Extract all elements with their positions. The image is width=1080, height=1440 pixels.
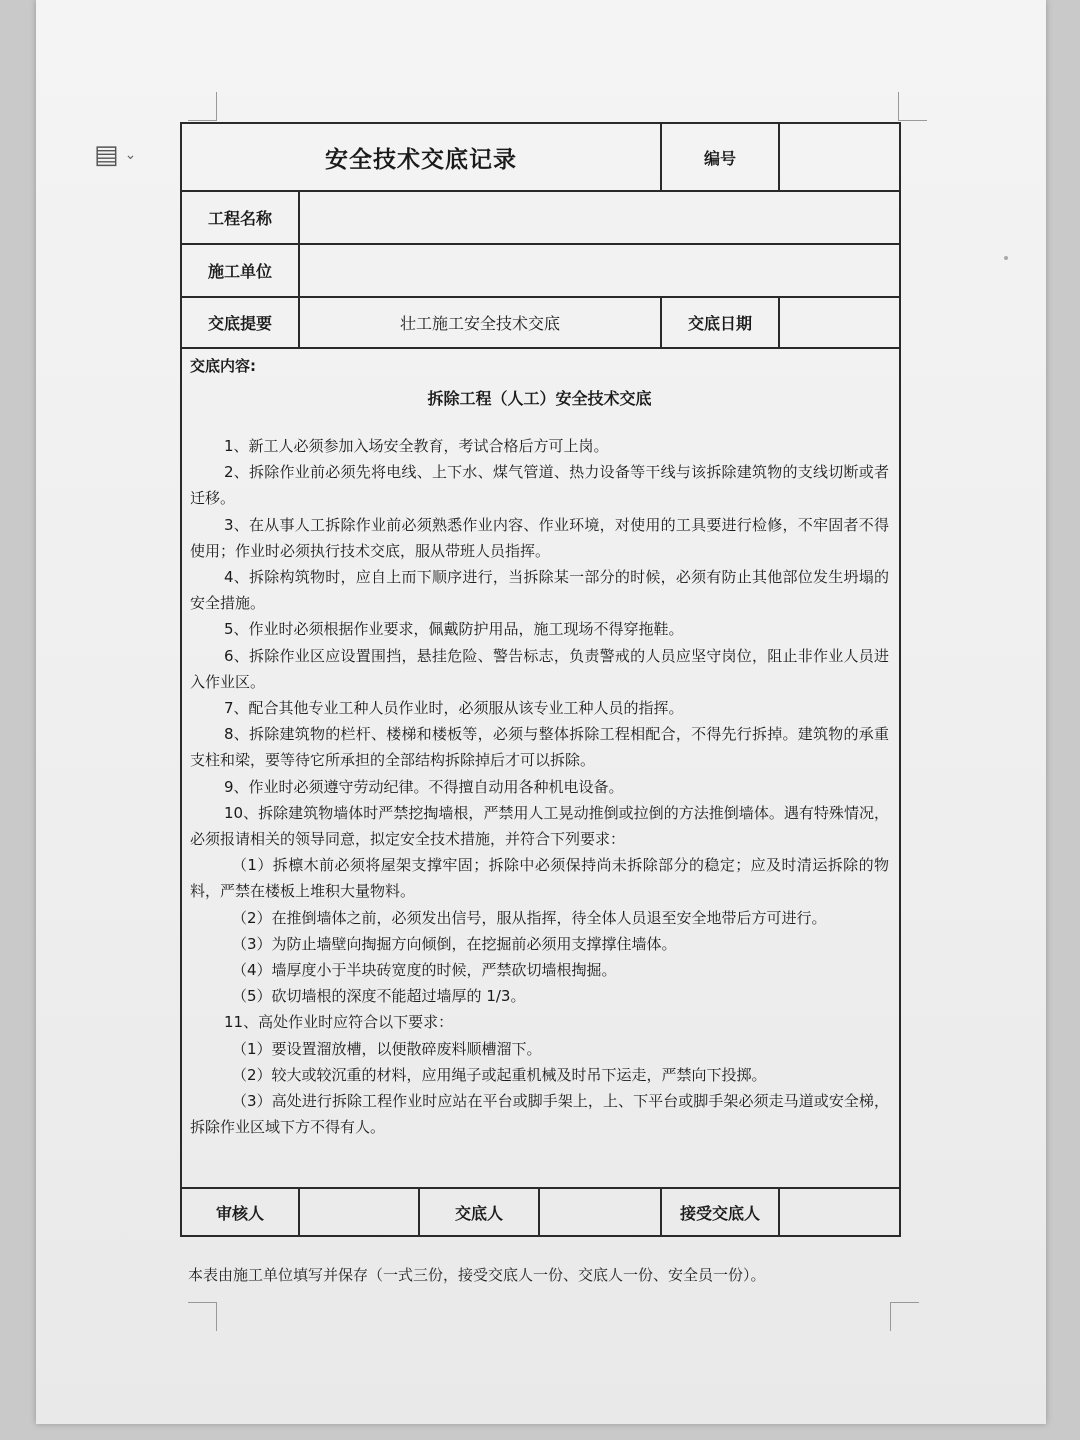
- content-paragraph: 4、拆除构筑物时，应自上而下顺序进行，当拆除某一部分的时候，必须有防止其他部位发生坍塌的安全措施。: [190, 568, 889, 613]
- discloser-label: 交底人: [419, 1188, 539, 1236]
- summary-field[interactable]: 壮工施工安全技术交底: [299, 297, 661, 348]
- content-paragraph: 5、作业时必须根据作业要求，佩戴防护用品，施工现场不得穿拖鞋。: [224, 620, 684, 639]
- number-field[interactable]: [779, 123, 900, 191]
- content-paragraph: 6、拆除作业区应设置围挡，悬挂危险、警告标志，负责警戒的人员应坚守岗位，阻止非作业人员进入作业区。: [190, 646, 889, 691]
- date-label: 交底日期: [661, 297, 779, 348]
- construction-unit-label: 施工单位: [181, 244, 299, 297]
- page-speck: [1004, 256, 1008, 260]
- content-paragraph: （2）较大或较沉重的材料，应用绳子或起重机械及时吊下运走，严禁向下投掷。: [232, 1065, 767, 1084]
- outline-icon: ▤: [94, 140, 119, 170]
- discloser-field[interactable]: [539, 1188, 661, 1236]
- chevron-down-icon: ⌄: [124, 147, 137, 163]
- crop-mark-top-left: [188, 92, 217, 121]
- document-page: [36, 0, 1046, 1424]
- content-paragraph: （5）砍切墙根的深度不能超过墙厚的 1/3。: [232, 987, 526, 1006]
- content-heading: 拆除工程（人工）安全技术交底: [427, 389, 652, 408]
- reviewer-label: 审核人: [181, 1188, 299, 1236]
- summary-label: 交底提要: [181, 297, 299, 348]
- content-paragraph: 10、拆除建筑物墙体时严禁挖掏墙根，严禁用人工晃动推倒或拉倒的方法推倒墙体。遇有特殊情况，必须报请相关的领导同意，拟定安全技术措施，并符合下列要求：: [190, 803, 889, 849]
- content-paragraph: （1）要设置溜放槽，以便散碎废料顺槽溜下。: [232, 1039, 542, 1058]
- content-paragraph: 9、作业时必须遵守劳动纪律。不得擅自动用各种机电设备。: [224, 777, 624, 796]
- content-paragraphs: [190, 433, 889, 1140]
- content-paragraph: 1、新工人必须参加入场安全教育，考试合格后方可上岗。: [224, 437, 609, 455]
- crop-mark-bottom-right: [890, 1302, 919, 1331]
- construction-unit-field[interactable]: [299, 244, 900, 297]
- content-label: 交底内容:: [190, 357, 256, 375]
- content-paragraph: （2）在推倒墙体之前，必须发出信号，服从指挥，待全体人员退至安全地带后方可进行。: [232, 908, 827, 927]
- content-paragraph: （1）拆檩木前必须将屋架支撑牢固；拆除中必须保持尚未拆除部分的稳定；应及时清运拆除的物料，严禁在楼板上堆积大量物料。: [190, 856, 889, 901]
- project-name-field[interactable]: [299, 191, 900, 244]
- receiver-label: 接受交底人: [661, 1188, 779, 1236]
- form-title: 安全技术交底记录: [181, 123, 661, 191]
- crop-mark-top-right: [898, 92, 927, 121]
- content-paragraph: （3）为防止墙壁向掏掘方向倾倒，在挖掘前必须用支撑撑住墙体。: [232, 934, 677, 953]
- outline-toggle[interactable]: [94, 138, 148, 172]
- disclosure-form: [180, 122, 901, 1237]
- content-cell: [181, 348, 900, 1188]
- content-paragraph: （4）墙厚度小于半块砖宽度的时候，严禁砍切墙根掏掘。: [232, 961, 617, 980]
- content-paragraph: 7、配合其他专业工种人员作业时，必须服从该专业工种人员的指挥。: [224, 699, 684, 718]
- date-field[interactable]: [779, 297, 900, 348]
- project-name-label: 工程名称: [181, 191, 299, 244]
- content-paragraph: 2、拆除作业前必须先将电线、上下水、煤气管道、热力设备等干线与该拆除建筑物的支线切断或者迁移。: [190, 463, 889, 508]
- reviewer-field[interactable]: [299, 1188, 419, 1236]
- footer-note: 本表由施工单位填写并保存（一式三份，接受交底人一份、交底人一份、安全员一份）。: [188, 1266, 766, 1284]
- content-paragraph: 3、在从事人工拆除作业前必须熟悉作业内容、作业环境，对使用的工具要进行检修，不牢固者不得使用；作业时必须执行技术交底，服从带班人员指挥。: [190, 515, 889, 560]
- content-paragraph: 8、拆除建筑物的栏杆、楼梯和楼板等，必须与整体拆除工程相配合，不得先行拆掉。建筑物的承重支柱和梁，要等待它所承担的全部结构拆除掉后才可以拆除。: [190, 725, 889, 770]
- receiver-field[interactable]: [779, 1188, 900, 1236]
- content-paragraph: 11、高处作业时应符合以下要求：: [224, 1013, 454, 1032]
- crop-mark-bottom-left: [188, 1302, 217, 1331]
- content-paragraph: （3）高处进行拆除工程作业时应站在平台或脚手架上，上、下平台或脚手架必须走马道或安全梯，拆除作业区域下方不得有人。: [190, 1092, 889, 1137]
- number-label: 编号: [661, 123, 779, 191]
